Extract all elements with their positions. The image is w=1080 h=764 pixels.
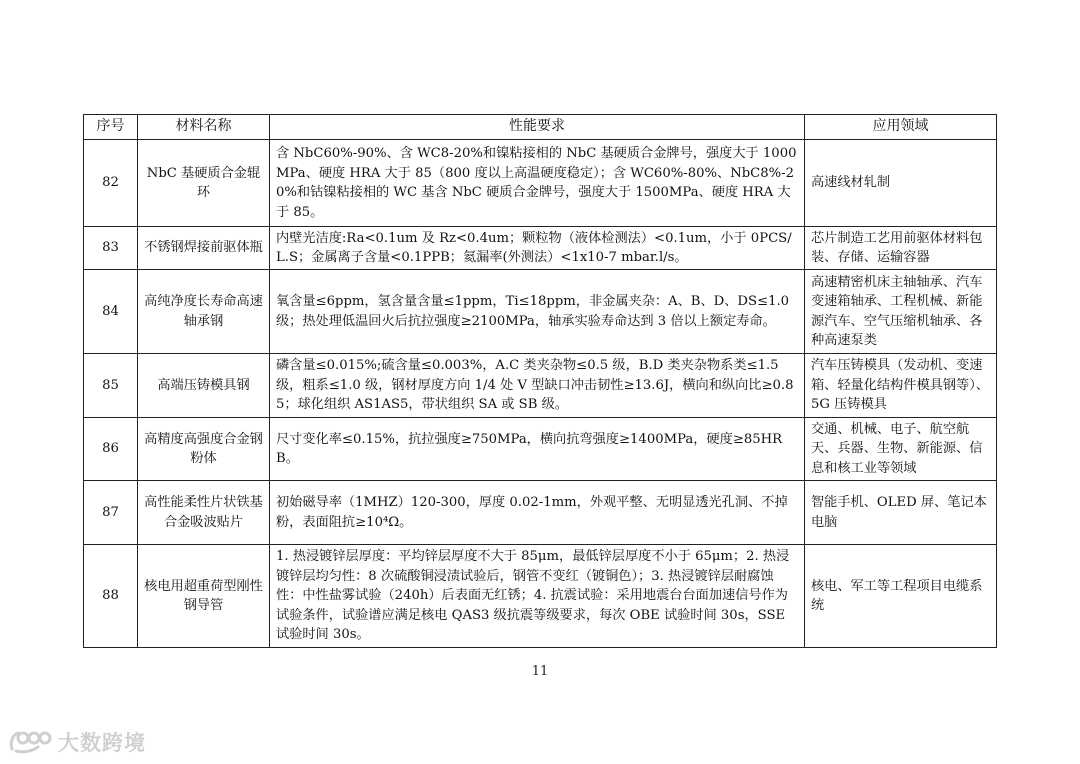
header-application: 应用领域 (805, 115, 997, 140)
header-requirements: 性能要求 (270, 115, 805, 140)
row-no: 84 (84, 270, 138, 354)
row-application: 高速线材轧制 (805, 140, 997, 227)
row-material-name: 高性能柔性片状铁基合金吸波贴片 (138, 481, 270, 545)
table-row (84, 418, 997, 481)
row-requirements: 含 NbC60%-90%、含 WC8-20%和镍粘接相的 NbC 基硬质合金牌号，强度大于 1000MPa、硬度 HRA 大于 85（800 度以上高温硬度稳定）；含 WC60%-80%、NbC8%-20%和钴镍粘接相的 WC 基含 NbC 硬质合金牌号，强度大于 1500MPa、硬度 HRA 大于 85。 (270, 140, 805, 227)
table-row (84, 545, 997, 648)
row-material-name: 高纯净度长寿命高速轴承钢 (138, 270, 270, 354)
row-application: 芯片制造工艺用前驱体材料包装、存储、运输容器 (805, 227, 997, 270)
row-material-name: 高端压铸模具钢 (138, 354, 270, 418)
row-requirements: 尺寸变化率≤0.15%，抗拉强度≥750MPa，横向抗弯强度≥1400MPa，硬度≥85HRB。 (270, 418, 805, 481)
materials-spec-table (83, 114, 997, 648)
row-requirements: 初始磁导率（1MHZ）120-300，厚度 0.02-1mm，外观平整、无明显透光孔洞、不掉粉，表面阻抗≥10⁴Ω。 (270, 481, 805, 545)
watermark (8, 727, 146, 757)
row-application: 汽车压铸模具（发动机、变速箱、轻量化结构件模具钢等）、5G 压铸模具 (805, 354, 997, 418)
row-no: 85 (84, 354, 138, 418)
row-application: 核电、军工等工程项目电缆系统 (805, 545, 997, 648)
row-material-name: 高精度高强度合金钢粉体 (138, 418, 270, 481)
watermark-text: 大数跨境 (58, 731, 146, 755)
row-material-name: 不锈钢焊接前驱体瓶 (138, 227, 270, 270)
table-row (84, 270, 997, 354)
table-row (84, 481, 997, 545)
table-row (84, 354, 997, 418)
header-material-name: 材料名称 (138, 115, 270, 140)
row-no: 82 (84, 140, 138, 227)
row-material-name: 核电用超重荷型刚性钢导管 (138, 545, 270, 648)
page-number: 11 (531, 664, 549, 679)
table-header-row (84, 115, 997, 140)
row-application: 高速精密机床主轴轴承、汽车变速箱轴承、工程机械、新能源汽车、空气压缩机轴承、各种高速泵类 (805, 270, 997, 354)
brand-logo-icon (8, 729, 52, 755)
row-requirements: 内壁光洁度:Ra<0.1um 及 Rz<0.4um；颗粒物（液体检测法）<0.1um，小于 0PCS/L.S；金属离子含量<0.1PPB；氦漏率(外测法）<1x10-7 mbar.l/s。 (270, 227, 805, 270)
row-no: 86 (84, 418, 138, 481)
row-requirements: 磷含量≤0.015%;硫含量≤0.003%，A.C 类夹杂物≤0.5 级，B.D 类夹杂物系类≤1.5 级，粗系≤1.0 级，钢材厚度方向 1/4 处 V 型缺口冲击韧性≥13.6J，横向和纵向比≥0.85；球化组织 AS1AS5，带状组织 SA 或 SB 级。 (270, 354, 805, 418)
row-material-name: NbC 基硬质合金辊环 (138, 140, 270, 227)
row-no: 87 (84, 481, 138, 545)
row-application: 智能手机、OLED 屏、笔记本电脑 (805, 481, 997, 545)
row-requirements: 氧含量≤6ppm，氢含量含量≤1ppm，Ti≤18ppm，非金属夹杂：A、B、D、DS≤1.0 级；热处理低温回火后抗拉强度≥2100MPa，轴承实验寿命达到 3 倍以上额定寿命。 (270, 270, 805, 354)
row-no: 88 (84, 545, 138, 648)
row-requirements: 1. 热浸镀锌层厚度：平均锌层厚度不大于 85μm，最低锌层厚度不小于 65μm；2. 热浸镀锌层均匀性：8 次硫酸铜浸渍试验后，钢管不变红（镀铜色）；3. 热浸镀锌层耐腐蚀性：中性盐雾试验（240h）后表面无红锈；4. 抗震试验：采用地震台台面加速信号作为试验条件，试验谱应满足核电 QAS3 级抗震等级要求，每次 OBE 试验时间 30s，SSE 试验时间 30s。 (270, 545, 805, 648)
row-no: 83 (84, 227, 138, 270)
table-row (84, 227, 997, 270)
header-no: 序号 (84, 115, 138, 140)
table-row (84, 140, 997, 227)
row-application: 交通、机械、电子、航空航天、兵器、生物、新能源、信息和核工业等领域 (805, 418, 997, 481)
